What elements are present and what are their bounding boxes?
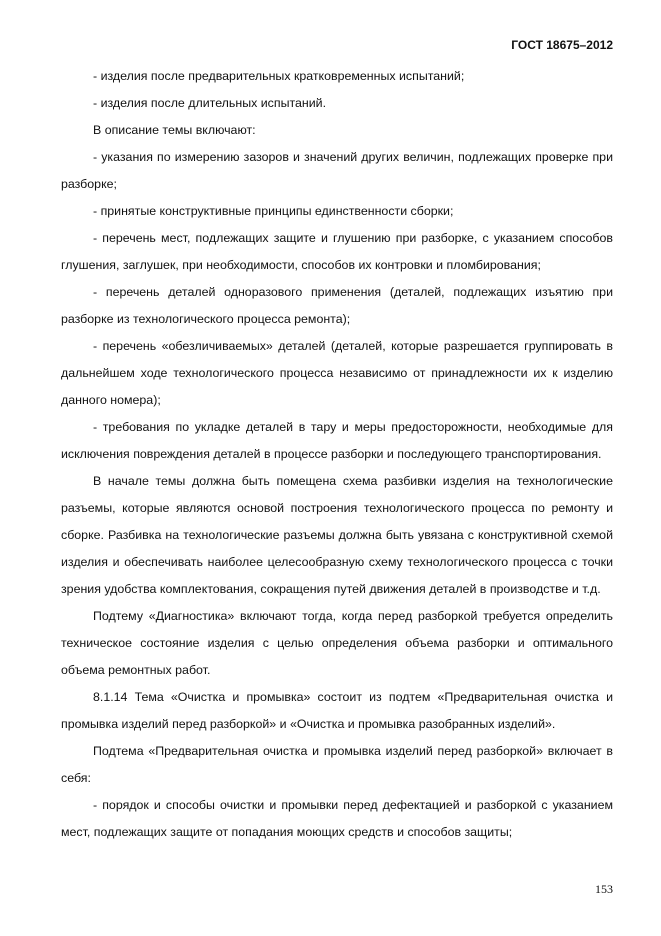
paragraph: В начале темы должна быть помещена схема разбивки изделия на технологические разъемы, которые являются основой построения технологического процесса по ремонту и сборке. Разбивка на технологические разъемы должна быть увязана с конструктивной схемой изделия и обеспечивать наиболее целесообразную схему технологического процесса с точки зрения удобства комплектования, сокращения путей движения деталей в производстве и т.д. — [61, 474, 613, 596]
paragraph: Подтема «Предварительная очистка и промывка изделий перед разборкой» включает в себя: — [61, 744, 613, 785]
paragraph: - перечень «обезличиваемых» деталей (деталей, которые разрешается группировать в дальнейшем ходе технологического процесса независимо от принадлежности их к изделию данного номера); — [61, 339, 613, 407]
paragraph: - изделия после предварительных кратковременных испытаний; — [93, 69, 465, 83]
paragraph: Подтему «Диагностика» включают тогда, когда перед разборкой требуется определить техническое состояние изделия с целью определения объема разборки и оптимального объема ремонтных работ. — [61, 609, 613, 677]
document-code-header: ГОСТ 18675–2012 — [511, 38, 613, 52]
paragraph: В описание темы включают: — [93, 123, 256, 137]
paragraph: - принятые конструктивные принципы единственности сборки; — [93, 204, 454, 218]
paragraph: - требования по укладке деталей в тару и меры предосторожности, необходимые для исключения повреждения деталей в процессе разборки и последующего транспортирования. — [61, 420, 613, 461]
body-text — [61, 63, 613, 846]
paragraph: 8.1.14 Тема «Очистка и промывка» состоит из подтем «Предварительная очистка и промывка изделий перед разборкой» и «Очистка и промывка разобранных изделий». — [61, 690, 613, 731]
paragraph: - перечень деталей одноразового применения (деталей, подлежащих изъятию при разборке из технологического процесса ремонта); — [61, 285, 613, 326]
paragraph: - порядок и способы очистки и промывки перед дефектацией и разборкой с указанием мест, подлежащих защите от попадания моющих средств и способов защиты; — [61, 798, 613, 839]
paragraph: - перечень мест, подлежащих защите и глушению при разборке, с указанием способов глушения, заглушек, при необходимости, способов их контровки и пломбирования; — [61, 231, 613, 272]
paragraph: - указания по измерению зазоров и значений других величин, подлежащих проверке при разборке; — [61, 150, 613, 191]
paragraph: - изделия после длительных испытаний. — [93, 96, 327, 110]
page-number: 153 — [595, 882, 613, 896]
